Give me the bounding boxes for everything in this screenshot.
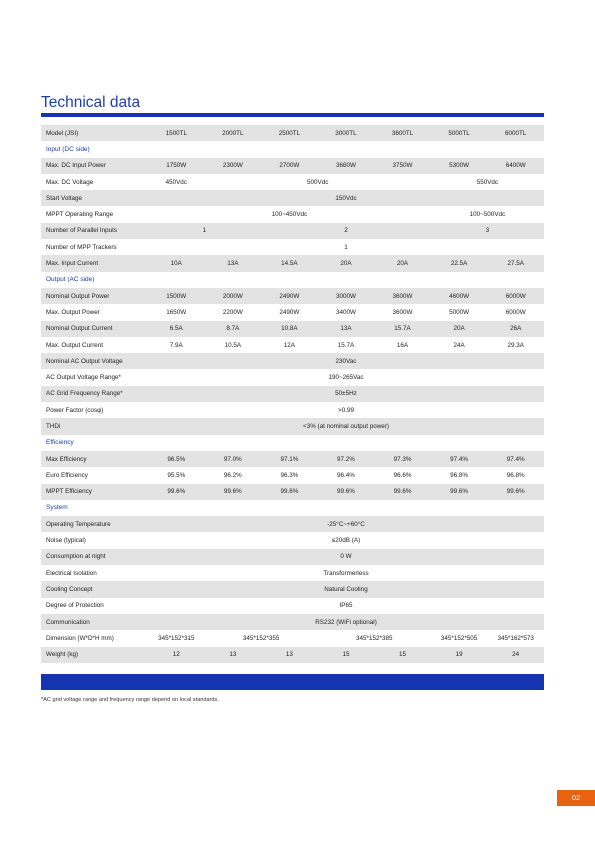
cell-value: 2200W (222, 308, 243, 316)
table-row (41, 484, 544, 500)
row-label: Electrical Isolation (46, 569, 97, 577)
table-row (41, 353, 544, 369)
cell-value: 2700W (261, 158, 318, 174)
cell-value: 12 (148, 647, 205, 663)
cell-value: ≤20dB (A) (331, 537, 361, 545)
table-row (41, 158, 544, 174)
table-row (41, 451, 544, 467)
cell-value: 550Vdc (476, 178, 499, 186)
cell-value: 20A (374, 255, 431, 271)
cell-value: 3000W (318, 288, 375, 304)
cell-value: 96.8% (506, 471, 525, 479)
row-label: Degree of Protection (46, 602, 104, 610)
row-label: Nominal Output Current (41, 321, 148, 337)
row-label: Number of MPP Trackers (46, 243, 117, 251)
cell-value: 99.6% (487, 484, 544, 500)
cell-value: 24 (487, 647, 544, 663)
row-label: Number of Parallel Inputs (41, 223, 148, 239)
cell-value: 99.6% (374, 484, 431, 500)
cell-value: 13A (318, 321, 375, 337)
cell-value: 97.0% (205, 451, 262, 467)
cell-value: 2490W (279, 308, 300, 316)
row-label: Max. Output Power (46, 308, 100, 316)
cell-value: >0.99 (338, 406, 354, 414)
cell-value: 5300W (431, 158, 488, 174)
cell-value: 99.6% (261, 484, 318, 500)
model-name: 1500TL (148, 125, 205, 141)
cell-value: 26A (487, 321, 544, 337)
row-label: Start Voltage (41, 190, 148, 206)
cell-value: Natural Cooling (148, 581, 544, 597)
cell-value: 2300W (205, 158, 262, 174)
cell-value: 13A (205, 255, 262, 271)
cell-value: 50±5Hz (148, 386, 544, 402)
cell-value: 15 (318, 647, 375, 663)
cell-value: 96.6% (393, 471, 412, 479)
cell-value: 14.5A (261, 255, 318, 271)
row-label: Consumption at night (41, 549, 148, 565)
model-name: 5000TL (431, 125, 488, 141)
page-number: 02 (557, 790, 595, 806)
table-row (41, 532, 544, 548)
row-label: Weight (kg) (41, 647, 148, 663)
cell-value: 15 (374, 647, 431, 663)
table-row (41, 386, 544, 402)
row-label: Noise (typical) (46, 537, 86, 545)
cell-value: 100~450Vdc (271, 211, 308, 219)
cell-value: 0 W (148, 549, 544, 565)
table-row (41, 288, 544, 304)
cell-value: 1500W (148, 288, 205, 304)
section-header-row (41, 141, 544, 157)
cell-value: 2000W (205, 288, 262, 304)
cell-value: 97.4% (431, 451, 488, 467)
model-name: 2000TL (205, 125, 262, 141)
cell-value: 15.7A (337, 341, 355, 349)
table-row (41, 647, 544, 663)
cell-value: 27.5A (487, 255, 544, 271)
cell-value: 3600W (392, 308, 413, 316)
row-label: Euro Efficiency (46, 471, 88, 479)
table-row (41, 223, 544, 239)
row-label: Operating Temperature (41, 516, 148, 532)
cell-value: 96.2% (223, 471, 242, 479)
section-title: Input (DC side) (46, 145, 90, 153)
section-header-row (41, 272, 544, 288)
row-label: Max Efficiency (41, 451, 148, 467)
cell-value: 4600W (431, 288, 488, 304)
table-row (41, 337, 544, 353)
cell-value: 10A (148, 255, 205, 271)
cell-value: 3750W (374, 158, 431, 174)
cell-value: 1650W (166, 308, 187, 316)
cell-value: 96.4% (337, 471, 355, 479)
cell-value: 16A (396, 341, 409, 349)
table-row (41, 321, 544, 337)
table-row (41, 206, 544, 222)
page-title: Technical data (41, 94, 141, 111)
cell-value: -25°C~+60°C (148, 516, 544, 532)
cell-value: 19 (431, 647, 488, 663)
cell-value: 13 (261, 647, 318, 663)
cell-value: 7.9A (169, 341, 183, 349)
cell-value: 345*152*315 (158, 634, 195, 642)
table-row (41, 418, 544, 434)
table-row (41, 516, 544, 532)
cell-value: RS232 (WiFi optional) (148, 614, 544, 630)
cell-value: 230Vac (148, 353, 544, 369)
cell-value: 5000W (449, 308, 470, 316)
row-label: MPPT Efficiency (41, 484, 148, 500)
table-row (41, 565, 544, 581)
cell-value: 150Vdc (148, 190, 544, 206)
cell-value: 99.6% (431, 484, 488, 500)
section-header-row (41, 500, 544, 516)
table-row (41, 190, 544, 206)
cell-value: 1 (344, 243, 348, 251)
section-header-row (41, 435, 544, 451)
cell-value: 3660W (318, 158, 375, 174)
cell-value: 345*152*505 (440, 634, 478, 642)
table-row (41, 549, 544, 565)
table-row (41, 630, 544, 646)
row-label: AC Grid Frequency Range* (41, 386, 148, 402)
cell-value: 345*152*385 (356, 634, 393, 642)
table-header-row (41, 125, 544, 141)
cell-value: 3 (431, 223, 544, 239)
model-name: 2500TL (261, 125, 318, 141)
cell-value: 97.4% (487, 451, 544, 467)
cell-value: 29.3A (507, 341, 524, 349)
table-row (41, 598, 544, 614)
cell-value: 6400W (487, 158, 544, 174)
table-row (41, 614, 544, 630)
cell-value: 20A (431, 321, 488, 337)
cell-value: 100~500Vdc (469, 211, 506, 219)
cell-value: 95.5% (167, 471, 186, 479)
row-label: Power Factor (cosφ) (46, 406, 104, 414)
footnote: *AC grid voltage range and frequency range depend on local standards. (41, 697, 219, 703)
section-title: Output (AC side) (46, 276, 95, 284)
row-label: Cooling Concept (41, 581, 148, 597)
cell-value: 500Vdc (307, 178, 329, 186)
row-label: Max. Input Current (41, 255, 148, 271)
cell-value: 6000W (505, 308, 526, 316)
row-label: MPPT Operating Range (46, 211, 114, 219)
cell-value: 96.5% (148, 451, 205, 467)
cell-value: 3600W (374, 288, 431, 304)
table-row (41, 369, 544, 385)
cell-value: IP65 (339, 602, 353, 610)
cell-value: Transformerless (323, 569, 369, 577)
row-label: Max. DC Voltage (46, 178, 94, 186)
cell-value: 2 (261, 223, 431, 239)
cell-value: 1750W (148, 158, 205, 174)
row-label: Communication (41, 614, 148, 630)
cell-value: 345*152*355 (242, 634, 280, 642)
cell-value: 345*162*573 (497, 634, 534, 642)
model-name: 3000TL (318, 125, 375, 141)
cell-value: 20A (318, 255, 375, 271)
row-label: THDi (41, 418, 148, 434)
cell-value: 6.5A (148, 321, 205, 337)
row-label: Nominal Output Power (41, 288, 148, 304)
cell-value: 2490W (261, 288, 318, 304)
cell-value: 96.8% (450, 471, 469, 479)
table-row (41, 239, 544, 255)
model-name: 6000TL (487, 125, 544, 141)
cell-value: 97.2% (318, 451, 375, 467)
cell-value: 1 (148, 223, 261, 239)
cell-value: 15.7A (374, 321, 431, 337)
row-label: Model (JSI) (41, 125, 148, 141)
cell-value: 190~265Vac (328, 374, 364, 382)
cell-value: 10.5A (224, 341, 242, 349)
technical-data-table (41, 125, 544, 663)
cell-value: <3% (at nominal output power) (148, 418, 544, 434)
cell-value: 12A (283, 341, 296, 349)
table-row (41, 581, 544, 597)
cell-value: 6000W (487, 288, 544, 304)
cell-value: 13 (205, 647, 262, 663)
cell-value: 99.6% (205, 484, 262, 500)
cell-value: 24A (453, 341, 465, 349)
row-label: Dimension (W*D*H mm) (46, 634, 114, 642)
cell-value: 3400W (335, 308, 356, 316)
row-label: Nominal AC Output Voltage (41, 353, 148, 369)
cell-value: 450Vdc (165, 178, 187, 186)
section-title: System (46, 504, 68, 512)
cell-value: 99.6% (148, 484, 205, 500)
cell-value: 8.7A (205, 321, 262, 337)
cell-value: 22.5A (431, 255, 488, 271)
table-row (41, 467, 544, 483)
row-label: AC Output Voltage Range* (46, 374, 121, 382)
footer-bar (41, 674, 544, 690)
table-row (41, 402, 544, 418)
title-underline (41, 113, 544, 117)
cell-value: 99.6% (318, 484, 375, 500)
row-label: Max. Output Current (46, 341, 104, 349)
cell-value: 10.8A (261, 321, 318, 337)
table-row (41, 255, 544, 271)
model-name: 3600TL (374, 125, 431, 141)
cell-value: 97.3% (374, 451, 431, 467)
section-title: Efficiency (46, 439, 74, 447)
table-row (41, 304, 544, 320)
cell-value: 96.3% (280, 471, 299, 479)
table-row (41, 174, 544, 190)
row-label: Max. DC Input Power (41, 158, 148, 174)
cell-value: 97.1% (261, 451, 318, 467)
